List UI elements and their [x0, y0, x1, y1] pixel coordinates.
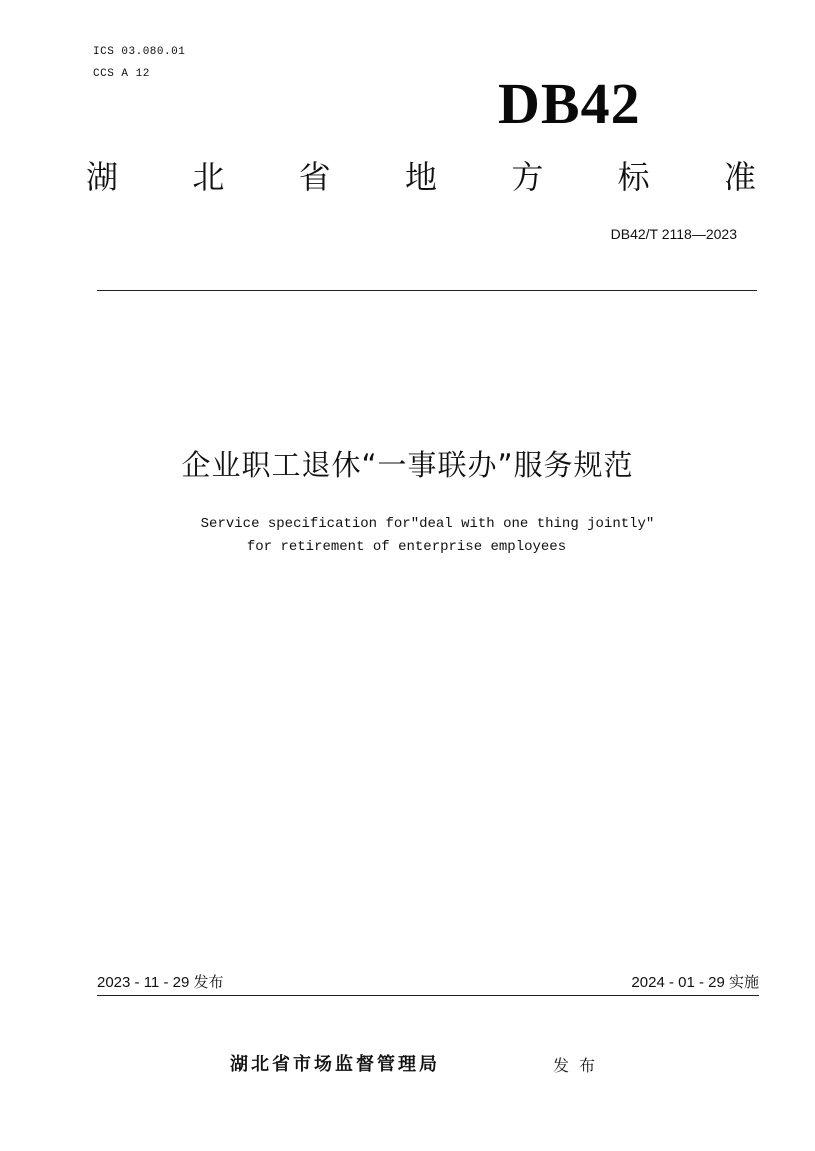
- standard-type-char: 方: [511, 158, 544, 196]
- english-title-line2: for retirement of enterprise employees: [246, 539, 567, 555]
- english-title-line1: Service specification for"deal with one thing jointly": [200, 516, 655, 532]
- issue-date: 2023 - 11 - 29 发布: [97, 974, 224, 991]
- standard-type-char: 准: [723, 158, 756, 196]
- ics-code: ICS 03.080.01: [93, 46, 186, 58]
- chinese-title: 企业职工退休“一事联办”服务规范: [181, 448, 634, 482]
- implementation-date: 2024 - 01 - 29 实施: [631, 974, 759, 991]
- standard-number: DB42/T 2118—2023: [610, 226, 737, 242]
- standard-type-char: 省: [298, 158, 331, 196]
- issuing-authority: 湖北省市场监督管理局: [230, 1054, 440, 1075]
- standard-type-char: 地: [404, 158, 437, 196]
- issue-label: 发布: [553, 1056, 606, 1075]
- standard-type-char: 标: [617, 158, 650, 196]
- ccs-code: CCS A 12: [93, 68, 150, 80]
- english-title: [0, 513, 815, 559]
- header-divider: [97, 290, 757, 291]
- classification-codes: [93, 41, 185, 85]
- standard-type-char: 湖: [86, 158, 119, 196]
- db-standard-mark: DB42: [498, 71, 641, 136]
- standard-type-heading: [86, 155, 756, 199]
- standard-type-char: 北: [192, 158, 225, 196]
- footer-divider: [97, 995, 759, 996]
